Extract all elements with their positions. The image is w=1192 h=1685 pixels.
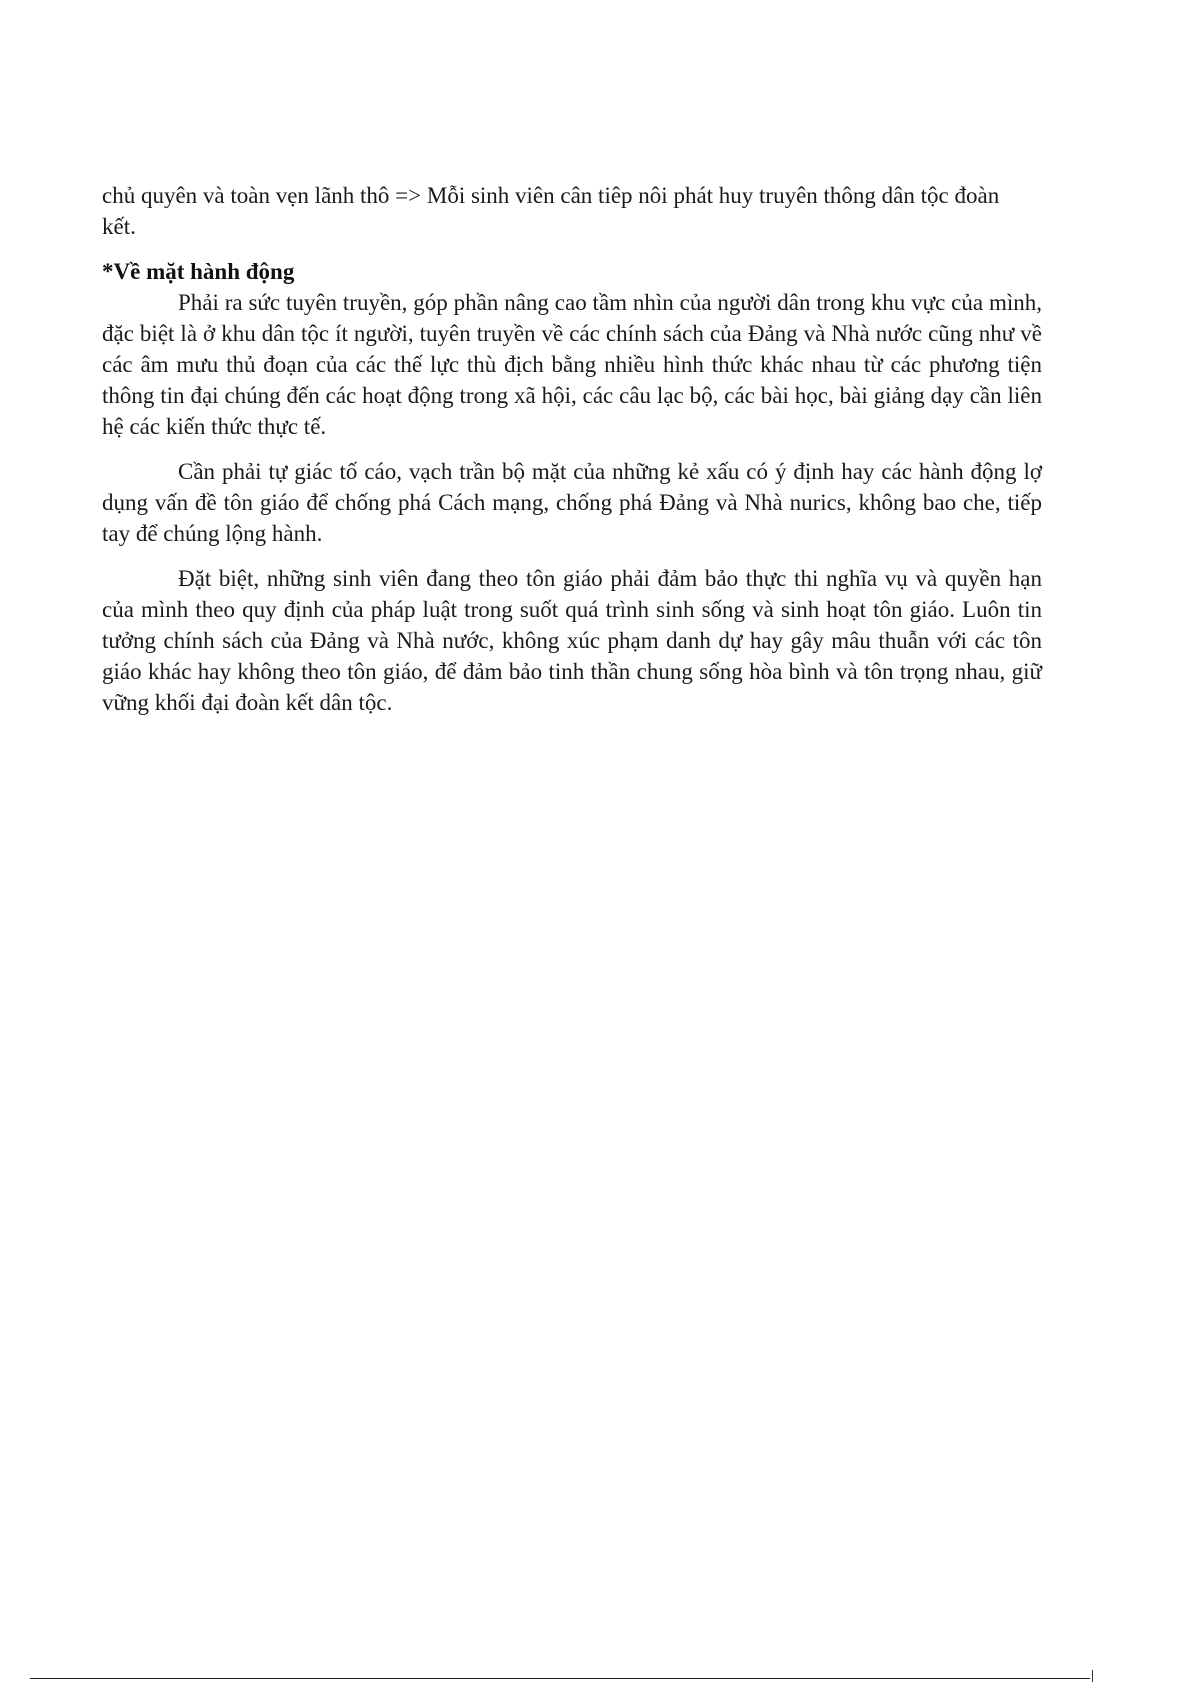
bottom-rule: [30, 1678, 1090, 1679]
paragraph-religious-students: Đặt biệt, những sinh viên đang theo tôn giáo phải đảm bảo thực thi nghĩa vụ và quyền hạn của mình theo quy định của pháp luật trong suốt quá trình sinh sống và sinh hoạt tôn giáo. Luôn tin tưởng chính sách của Đảng và Nhà nước, không xúc phạm danh dự hay gây mâu thuẫn với các tôn giáo khác hay không theo tôn giáo, để đảm bảo tinh thần chung sống hòa bình và tôn trọng nhau, giữ vững khối đại đoàn kết dân tộc.: [102, 566, 1042, 715]
page-content: [102, 180, 1042, 715]
paragraph-denounce: Cần phải tự giác tố cáo, vạch trần bộ mặt của những kẻ xấu có ý định hay các hành động lợ dụng vấn đề tôn giáo để chống phá Cách mạng, chống phá Đảng và Nhà nurics, không bao che, tiếp tay để chúng lộng hành.: [102, 459, 1042, 546]
section-heading: *Về mặt hành động: [102, 259, 295, 284]
continuation-paragraph: chủ quyên và toàn vẹn lãnh thô => Mỗi sinh viên cân tiêp nôi phát huy truyên thông dân tộc đoàn kết.: [102, 183, 1000, 239]
paragraph-propaganda: Phải ra sức tuyên truyền, góp phần nâng cao tầm nhìn của người dân trong khu vực của mình, đặc biệt là ở khu dân tộc ít người, tuyên truyền về các chính sách của Đảng và Nhà nước cũng như về các âm mưu thủ đoạn của các thế lực thù địch bằng nhiều hình thức khác nhau từ các phương tiện thông tin đại chúng đến các hoạt động trong xã hội, các câu lạc bộ, các bài học, bài giảng dạy cần liên hệ các kiến thức thực tế.: [102, 290, 1042, 439]
corner-mark: [1092, 1670, 1093, 1682]
